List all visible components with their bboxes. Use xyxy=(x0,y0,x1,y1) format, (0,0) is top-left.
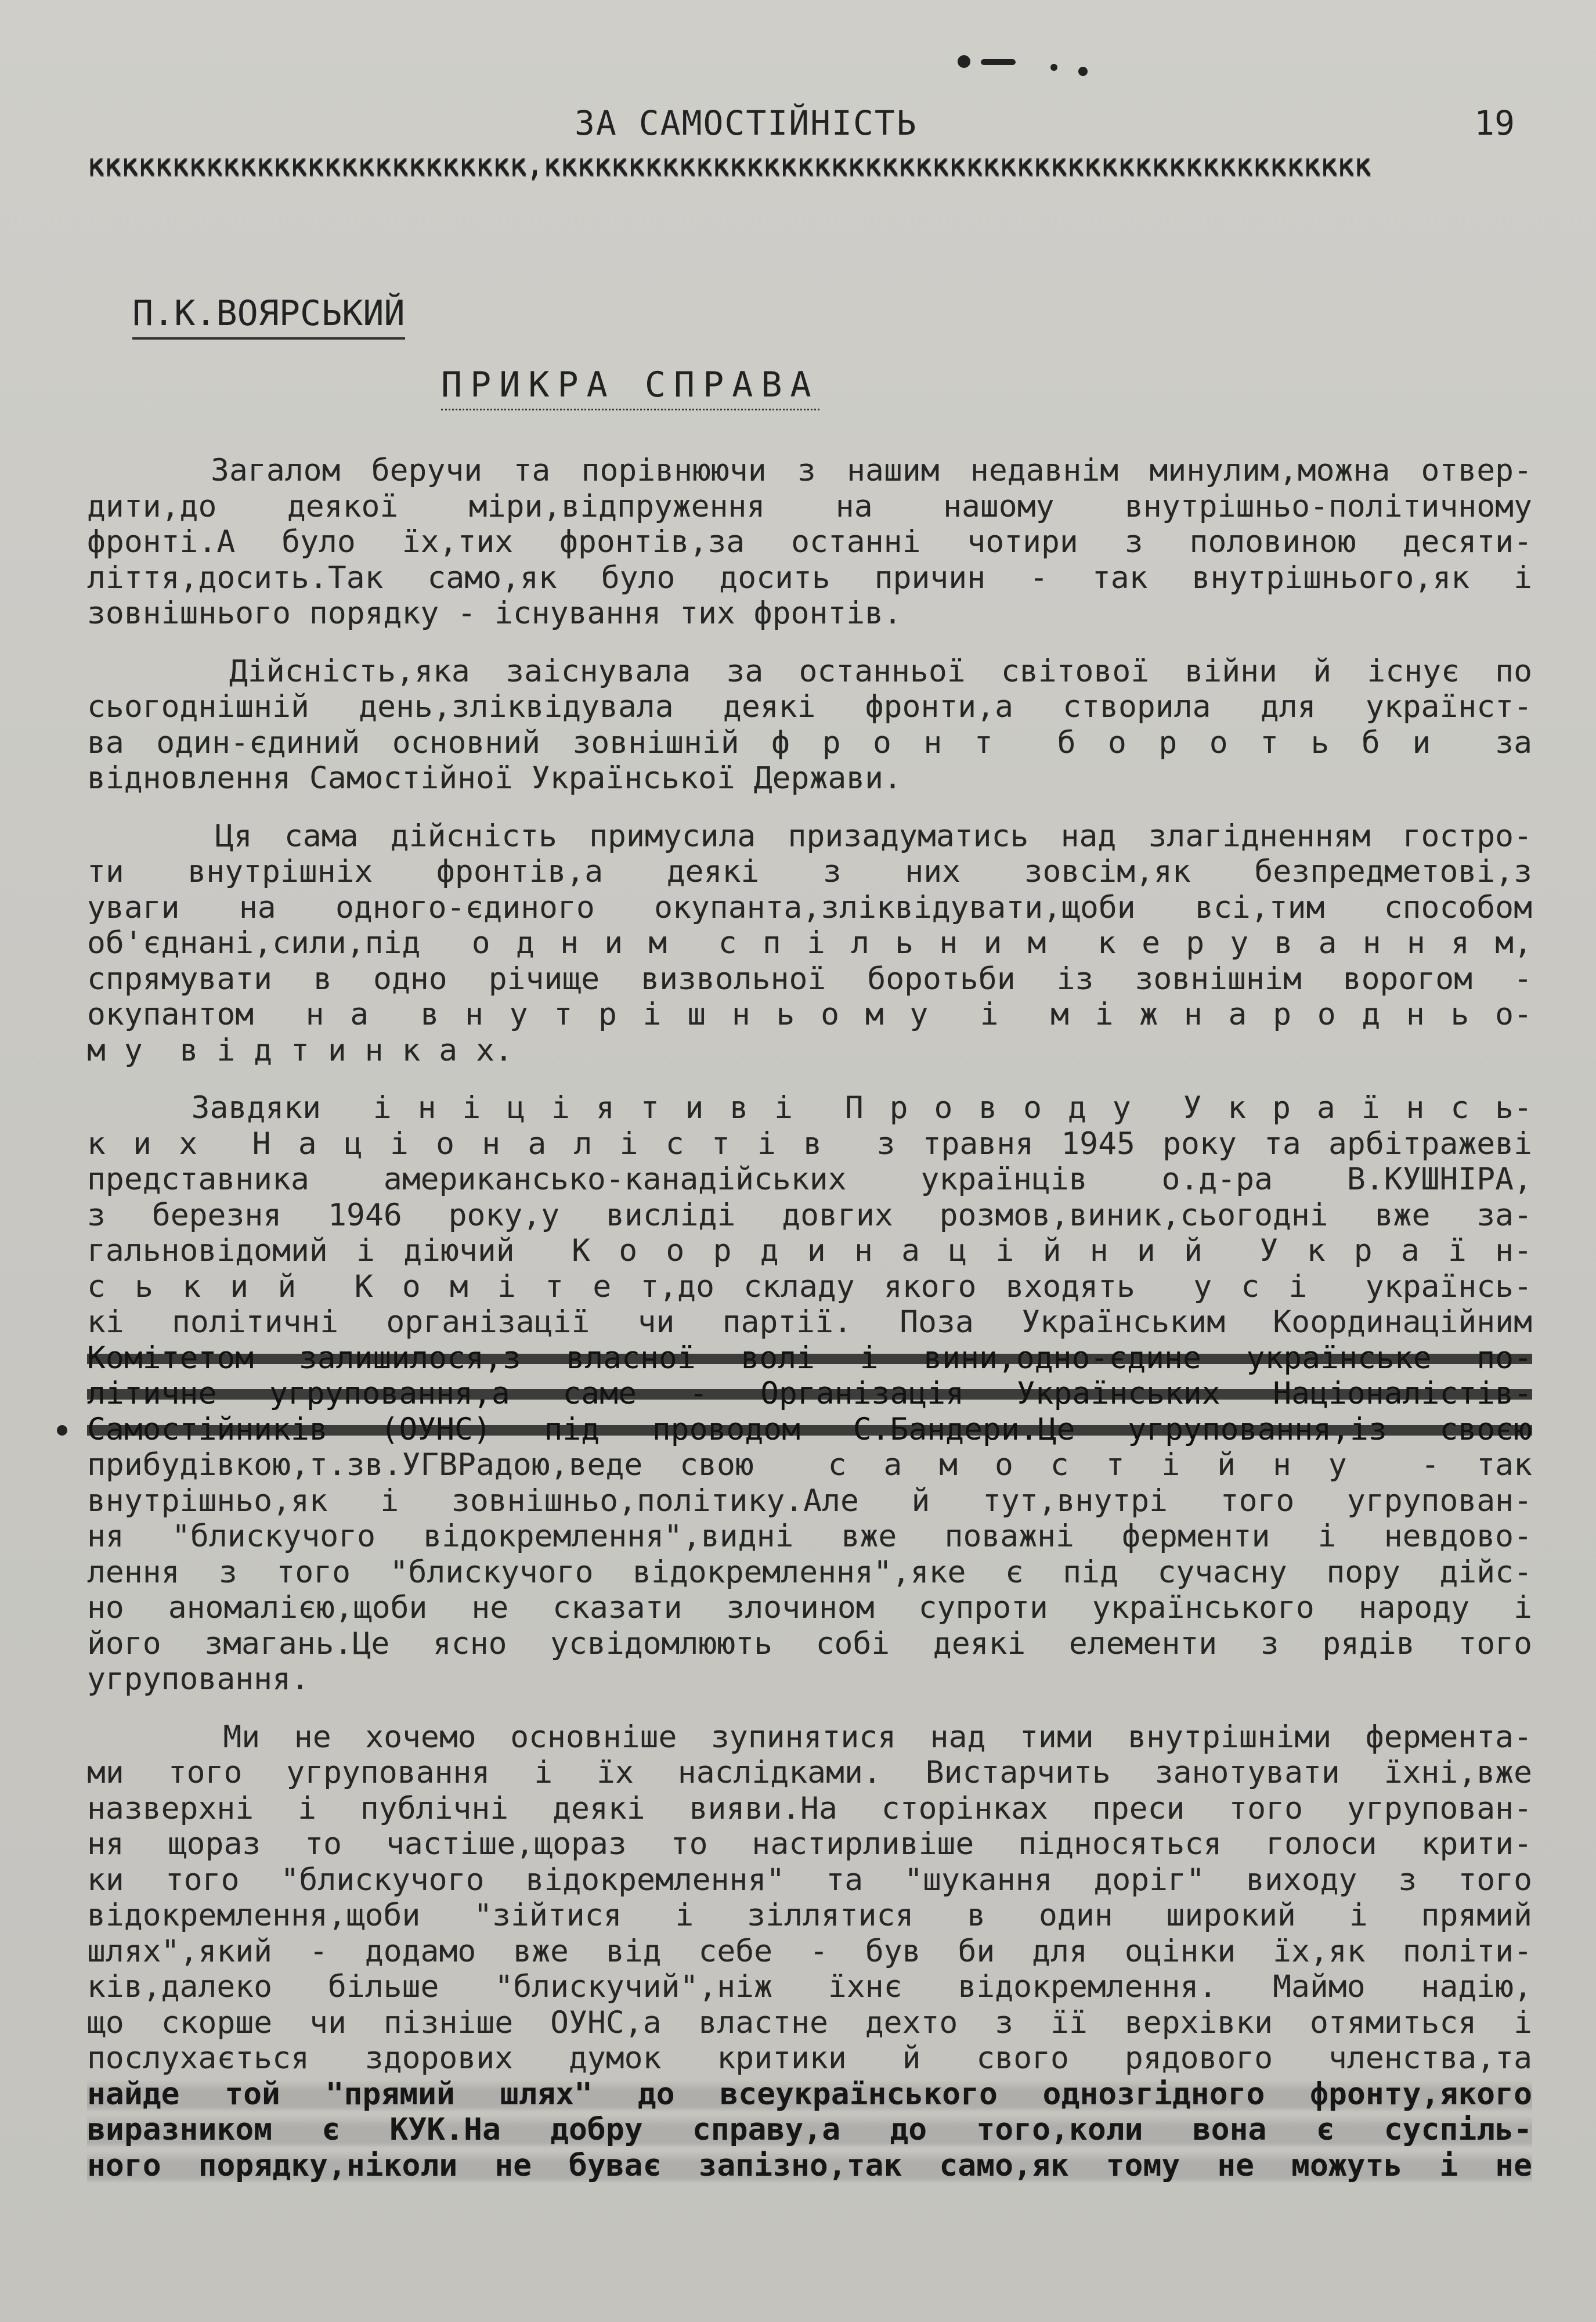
text-line: но аномалією,щоби не сказати злочином супроти українського народу і xyxy=(87,1590,1532,1625)
ink-speck xyxy=(1078,67,1088,76)
text-line: кі політичні організації чи партії. Поза Українським Координаційним xyxy=(87,1304,1532,1340)
struck-text-line: Самостійників (ОУНС) під проводом С.Бандери.Це угруповання,із своєю xyxy=(87,1411,1532,1447)
text-line: Ця сама дійсність примусила призадуматись над злагідненням гостро- xyxy=(87,818,1532,854)
text-line: відокремлення,щоби "зійтися і зіллятися в один широкий і прямий xyxy=(87,1898,1532,1933)
article-body xyxy=(87,453,1532,2205)
article-title: ПРИКРА СПРАВА xyxy=(441,365,819,410)
text-line: Дійсність,яка заіснувала за останньої світової війни й існує по xyxy=(87,653,1532,689)
paragraph xyxy=(87,654,1532,796)
text-line: ки того "блискучого відокремлення" та "шукання доріг" виходу з того xyxy=(87,1862,1532,1898)
paragraph xyxy=(87,1719,1532,2184)
text-line: лення з того "блискучого відокремлення",яке є під сучасну пору дійс- xyxy=(87,1554,1532,1590)
paragraph xyxy=(87,453,1532,632)
header-rule: кккккккккккккккккккккккккк,ккккккккккккккккккккккккккккккккккккккккккккккккк xyxy=(87,149,1371,182)
text-line: шлях",який - додамо вже від себе - був би для оцінки їх,як політи- xyxy=(87,1933,1532,1969)
ink-speck xyxy=(981,59,1016,65)
paragraph xyxy=(87,1090,1532,1697)
text-line: фронті.А було їх,тих фронтів,за останні чотири з половиною десяти- xyxy=(87,524,1532,560)
text-line: Завдяки і н і ц і я т и в і П р о в о д у У к р а ї н с ь- xyxy=(87,1090,1532,1126)
text-line: уваги на одного-єдиного окупанта,зліквідувати,щоби всі,тим способом xyxy=(87,889,1532,925)
text-line: представника американсько-канадійських українців о.д-ра В.КУШНІРА, xyxy=(87,1162,1532,1197)
text-line: ва один-єдиний основний зовнішній ф р о н т б о р о т ь б и за xyxy=(87,724,1532,760)
text-line: с ь к и й К о м і т е т,до складу якого входять у с і українсь- xyxy=(87,1268,1532,1304)
ink-speck xyxy=(958,55,970,68)
text-line: його змагань.Це ясно усвідомлюють собі деякі елементи з рядів того xyxy=(87,1625,1532,1661)
journal-title: ЗА САМОСТІЙНІСТЬ xyxy=(575,103,918,143)
text-line: зовнішнього порядку - існування тих фронтів. xyxy=(87,596,902,631)
text-line: спрямувати в одно річище визвольної боротьби із зовнішнім ворогом - xyxy=(87,961,1532,997)
struck-text-line: літичне угруповання,а саме - Організація Українських Націоналістів- xyxy=(87,1376,1532,1411)
article-author: П.К.ВОЯРСЬКИЙ xyxy=(132,293,405,340)
text-line: внутрішньо,як і зовнішньо,політику.Але й тут,внутрі того угрупован- xyxy=(87,1483,1532,1519)
text-line: Ми не хочемо основніше зупинятися над тими внутрішніми фермента- xyxy=(87,1719,1532,1755)
text-line: послухається здорових думок критики й свого рядового членства,та xyxy=(87,2040,1532,2076)
struck-text-line: Комітетом залишилося,з власної волі і вини,одно-єдине українське по- xyxy=(87,1340,1532,1376)
text-line: об'єднані,сили,під о д н и м с п і л ь н и м к е р у в а н н я м, xyxy=(87,925,1532,961)
text-line: ти внутрішніх фронтів,а деякі з них зовсім,як безпредметові,з xyxy=(87,854,1532,889)
text-line: ліття,досить.Так само,як було досить причин - так внутрішнього,як і xyxy=(87,560,1532,596)
text-line: ків,далеко більше "блискучий",ніж їхнє відокремлення. Маймо надію, xyxy=(87,1969,1532,2004)
emphasized-text-line: найде той "прямий шлях" до всеукраїнського однозгідного фронту,якого xyxy=(87,2076,1532,2112)
text-line: прибудівкою,т.зв.УГВРадою,веде свою с а м о с т і й н у - так xyxy=(87,1447,1532,1483)
ink-speck xyxy=(1050,64,1057,71)
text-line: що скорше чи пізніше ОУНС,а властне дехто з її верхівки отямиться і xyxy=(87,2004,1532,2040)
text-line: з березня 1946 року,у висліді довгих розмов,виник,сьогодні вже за- xyxy=(87,1197,1532,1233)
text-line: гальновідомий і діючий К о о р д и н а ц і й н и й У к р а ї н- xyxy=(87,1233,1532,1268)
text-line: м у в і д т и н к а х. xyxy=(87,1032,513,1068)
text-line: дити,до деякої міри,відпруження на нашому внутрішньо-політичному xyxy=(87,488,1532,524)
running-header xyxy=(87,103,1515,150)
text-line: ми того угруповання і їх наслідками. Вистарчить занотувати їхні,вже xyxy=(87,1755,1532,1790)
text-line: назверхні і публічні деякі вияви.На сторінках преси того угрупован- xyxy=(87,1790,1532,1826)
text-line: к и х Н а ц і о н а л і с т і в з травня 1945 року та арбітражеві xyxy=(87,1126,1532,1162)
text-line: угруповання. xyxy=(87,1661,309,1697)
text-line: відновлення Самостійної Української Держави. xyxy=(87,760,902,796)
text-line: Загалом беручи та порівнюючи з нашим недавнім минулим,можна отвер- xyxy=(87,453,1532,488)
text-line: окупантом н а в н у т р і ш н ь о м у і м і ж н а р о д н ь о- xyxy=(87,997,1532,1032)
text-line: ня "блискучого відокремлення",видні вже поважні ферменти і невдово- xyxy=(87,1519,1532,1554)
page-number: 19 xyxy=(1474,103,1515,143)
margin-bullet-mark xyxy=(57,1425,67,1436)
text-line: ня щораз то частіше,щораз то настирливіше підносяться голоси крити- xyxy=(87,1826,1532,1862)
paragraph xyxy=(87,819,1532,1069)
text-line: сьогоднішній день,зліквідувала деякі фронти,а створила для українст- xyxy=(87,689,1532,724)
emphasized-text-line: ного порядку,ніколи не буває запізно,так само,як тому не можуть і не xyxy=(87,2147,1532,2183)
emphasized-text-line: виразником є КУК.На добру справу,а до того,коли вона є суспіль- xyxy=(87,2112,1532,2147)
